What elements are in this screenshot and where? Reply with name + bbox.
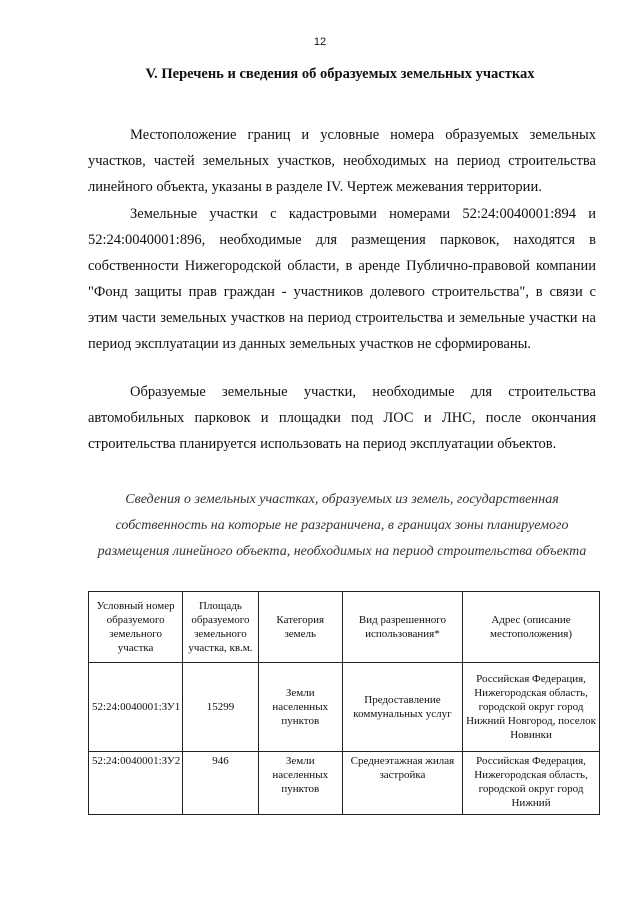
- header-category: Категория земель: [258, 592, 342, 663]
- paragraph-cadastral: Земельные участки с кадастровыми номерами 52:24:0040001:894 и 52:24:0040001:896, необходимые для размещения парковок, находятся в собственности Нижегородской области, в аренде Публично-правовой компании "Фонд защиты прав граждан - участников долевого строительства", в связи с этим части земельных участков на период строительства и земельные участки на период эксплуатации из данных земельных участков не сформированы.: [88, 206, 596, 352]
- cell-category: Земли населенных пунктов: [258, 752, 342, 815]
- table-caption: Сведения о земельных участках, образуемых из земель, государственная собственность на которые не разграничена, в границах зоны планируемого размещения линейного объекта, необходимых на период строительства объекта: [97, 492, 587, 559]
- header-area: Площадь образуемого земельного участка, кв.м.: [183, 592, 258, 663]
- paragraph-usage: Образуемые земельные участки, необходимые для строительства автомобильных парковок и площадки под ЛОС и ЛНС, после окончания строительства планируется использовать на период эксплуатации объектов.: [88, 384, 596, 452]
- cell-address: Российская Федерация, Нижегородская область, городской округ город Нижний: [463, 752, 600, 815]
- cell-use: Предоставление коммунальных услуг: [342, 663, 462, 752]
- header-number: Условный номер образуемого земельного участка: [89, 592, 183, 663]
- page-number: 12: [313, 36, 327, 48]
- cell-area: 15299: [183, 663, 258, 752]
- header-use: Вид разрешенного использования*: [342, 592, 462, 663]
- cell-number: 52:24:0040001:ЗУ2: [89, 752, 183, 815]
- cell-number: 52:24:0040001:ЗУ1: [89, 663, 183, 752]
- table-row: [89, 752, 600, 815]
- cell-area: 946: [183, 752, 258, 815]
- cell-address: Российская Федерация, Нижегородская область, городской округ город Нижний Новгород, поселок Новинки: [463, 663, 600, 752]
- section-title: V. Перечень и сведения об образуемых земельных участках: [145, 66, 535, 82]
- cell-category: Земли населенных пунктов: [258, 663, 342, 752]
- paragraph-location: Местоположение границ и условные номера образуемых земельных участков, частей земельных участков, необходимых на период строительства линейного объекта, указаны в разделе IV. Чертеж межевания территории.: [88, 127, 596, 195]
- land-plots-table: [88, 591, 600, 815]
- header-address: Адрес (описание местоположения): [463, 592, 600, 663]
- table-header-row: [89, 592, 600, 663]
- cell-use: Среднеэтажная жилая застройка: [342, 752, 462, 815]
- table-row: [89, 663, 600, 752]
